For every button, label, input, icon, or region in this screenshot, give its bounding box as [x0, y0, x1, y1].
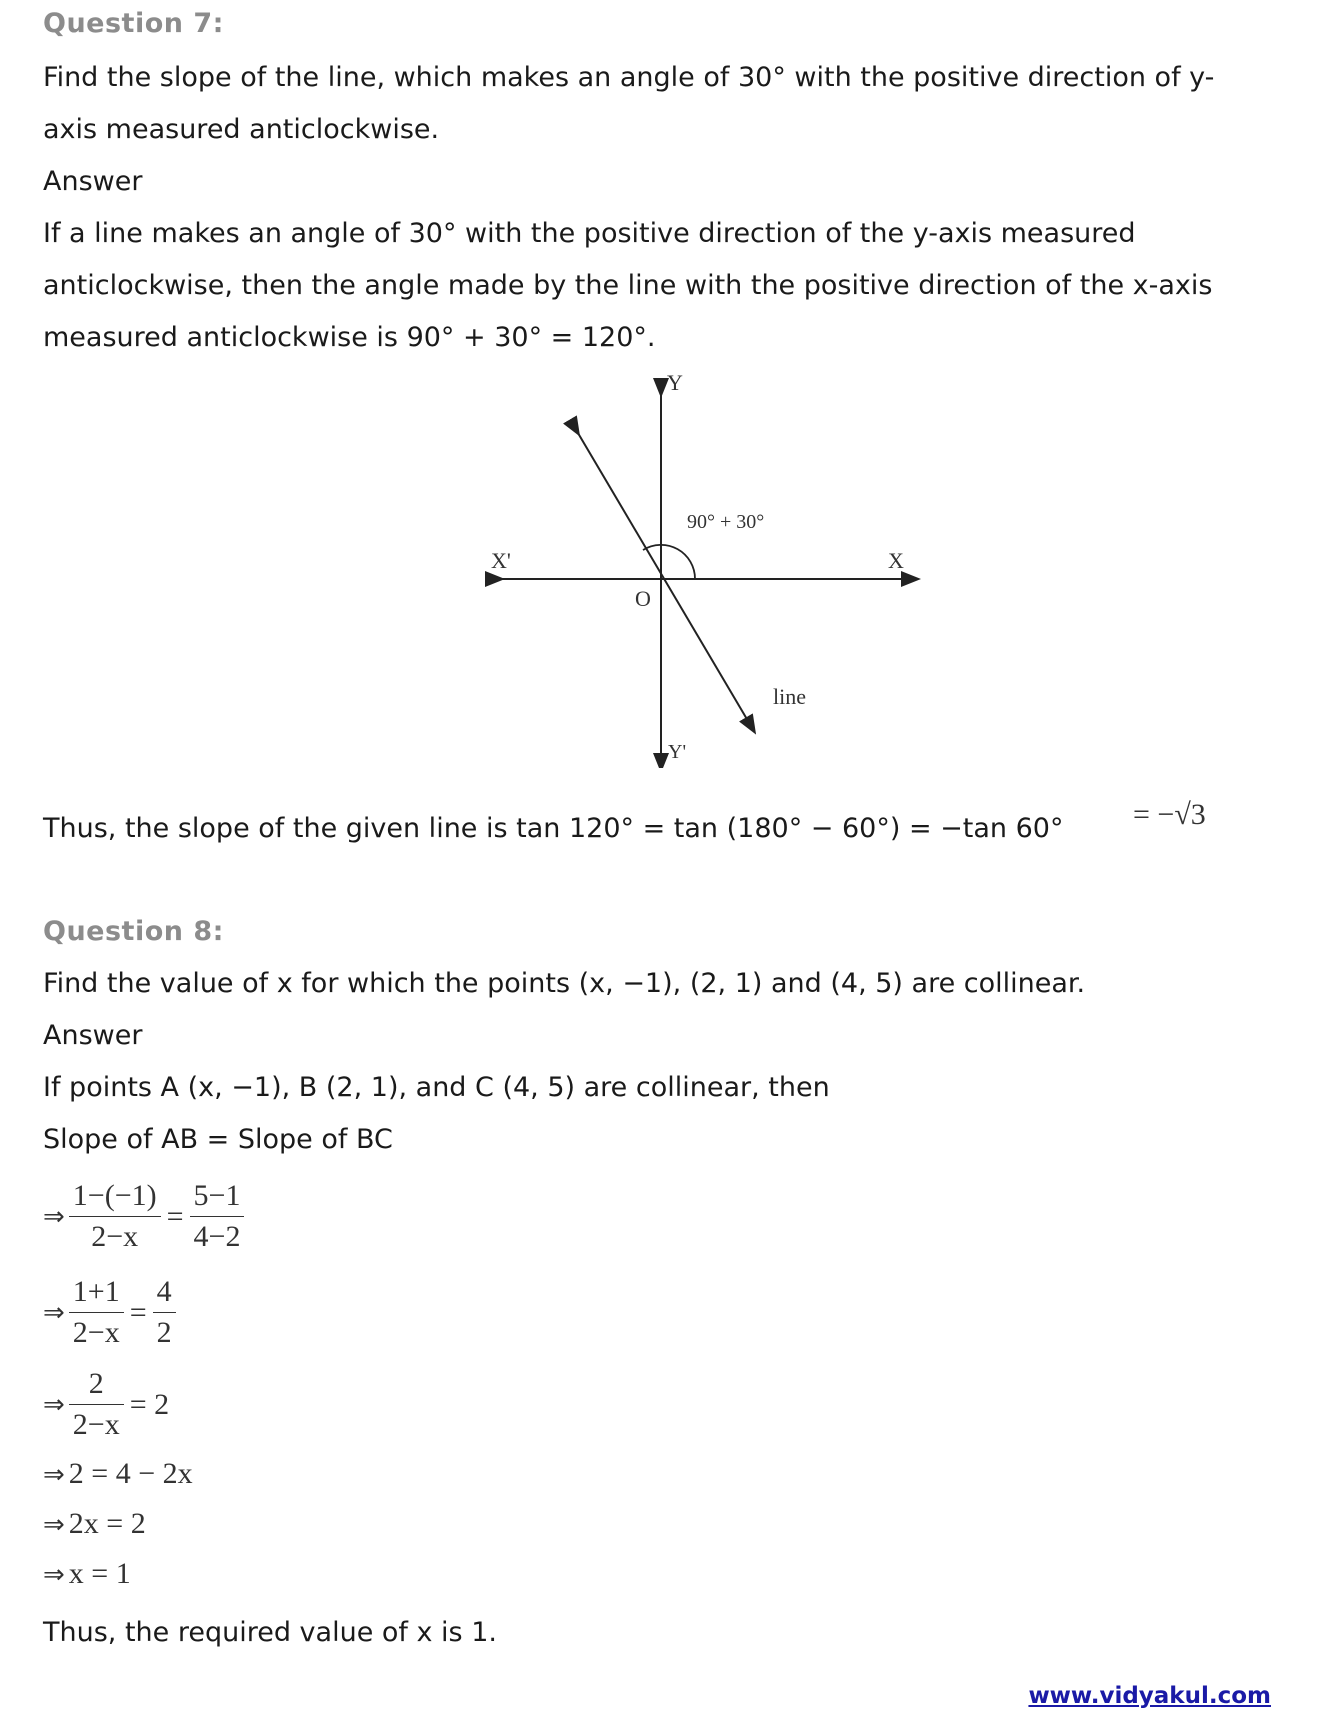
denominator: 2−x: [91, 1220, 139, 1253]
rhs: = 2: [129, 1387, 170, 1421]
step-6: [43, 1557, 131, 1591]
implies-arrow: ⇒: [43, 1389, 65, 1420]
fraction: [69, 1176, 161, 1257]
q7-answer-line-2: anticlockwise, then the angle made by the line with the positive direction of the x-axis: [43, 270, 1213, 301]
numerator: 2: [69, 1364, 124, 1405]
numerator: 5−1: [190, 1176, 245, 1217]
step-5: [43, 1507, 146, 1541]
fraction: [190, 1176, 245, 1257]
numerator: 1+1: [69, 1272, 124, 1313]
footer-link[interactable]: www.vidyakul.com: [1028, 1683, 1271, 1709]
fraction: [69, 1364, 124, 1445]
denominator: 2: [156, 1316, 172, 1349]
angle-arc: [643, 545, 695, 579]
denominator: 2−x: [72, 1316, 120, 1349]
equals-sign: =: [129, 1295, 147, 1329]
x-prime-label: X': [491, 548, 511, 573]
q7-conclusion-result: = −√3: [1133, 798, 1206, 831]
q7-conclusion: Thus, the slope of the given line is tan 120° = tan (180° − 60°) = −tan 60°: [43, 813, 1064, 844]
step-1: [43, 1176, 244, 1257]
numerator: 4: [153, 1272, 176, 1313]
implies-arrow: ⇒: [43, 1560, 65, 1590]
denominator: 4−2: [193, 1220, 241, 1253]
q8-answer-label: Answer: [43, 1020, 143, 1051]
implies-arrow: ⇒: [43, 1460, 65, 1490]
origin-label: O: [635, 586, 651, 611]
q8-answer-line-1: If points A (x, −1), B (2, 1), and C (4, 5) are collinear, then: [43, 1072, 830, 1103]
q7-question-line-2: axis measured anticlockwise.: [43, 114, 440, 145]
q8-heading: Question 8:: [43, 916, 224, 947]
y-label: Y: [667, 370, 683, 395]
x-label: X: [888, 548, 904, 573]
step-4-expr: 2 = 4 − 2x: [68, 1457, 193, 1490]
y-prime-label: Y': [668, 741, 687, 763]
step-3: [43, 1364, 175, 1445]
implies-arrow: ⇒: [43, 1201, 65, 1232]
q8-conclusion: Thus, the required value of x is 1.: [43, 1617, 497, 1648]
denominator: 2−x: [72, 1408, 120, 1441]
implies-arrow: ⇒: [43, 1297, 65, 1328]
q7-answer-line-1: If a line makes an angle of 30° with the positive direction of the y-axis measured: [43, 218, 1136, 249]
implies-arrow: ⇒: [43, 1510, 65, 1540]
angle-label: 90° + 30°: [687, 511, 765, 533]
equals-sign: =: [166, 1199, 184, 1233]
q7-answer-line-3: measured anticlockwise is 90° + 30° = 120°.: [43, 322, 656, 353]
q7-question-line-1: Find the slope of the line, which makes an angle of 30° with the positive direction of y-: [43, 62, 1215, 93]
step-6-expr: x = 1: [68, 1557, 131, 1590]
fraction: [153, 1272, 176, 1353]
q7-answer-label: Answer: [43, 166, 143, 197]
q8-answer-line-2: Slope of AB = Slope of BC: [43, 1124, 393, 1155]
step-4: [43, 1457, 193, 1491]
step-2: [43, 1272, 176, 1353]
angle-diagram: [483, 368, 923, 768]
q7-heading: Question 7:: [43, 8, 224, 39]
q8-question: Find the value of x for which the points (x, −1), (2, 1) and (4, 5) are collinear.: [43, 968, 1086, 999]
step-5-expr: 2x = 2: [68, 1507, 146, 1540]
fraction: [69, 1272, 124, 1353]
line-label: line: [773, 684, 806, 709]
numerator: 1−(−1): [69, 1176, 161, 1217]
given-line: [575, 428, 751, 726]
